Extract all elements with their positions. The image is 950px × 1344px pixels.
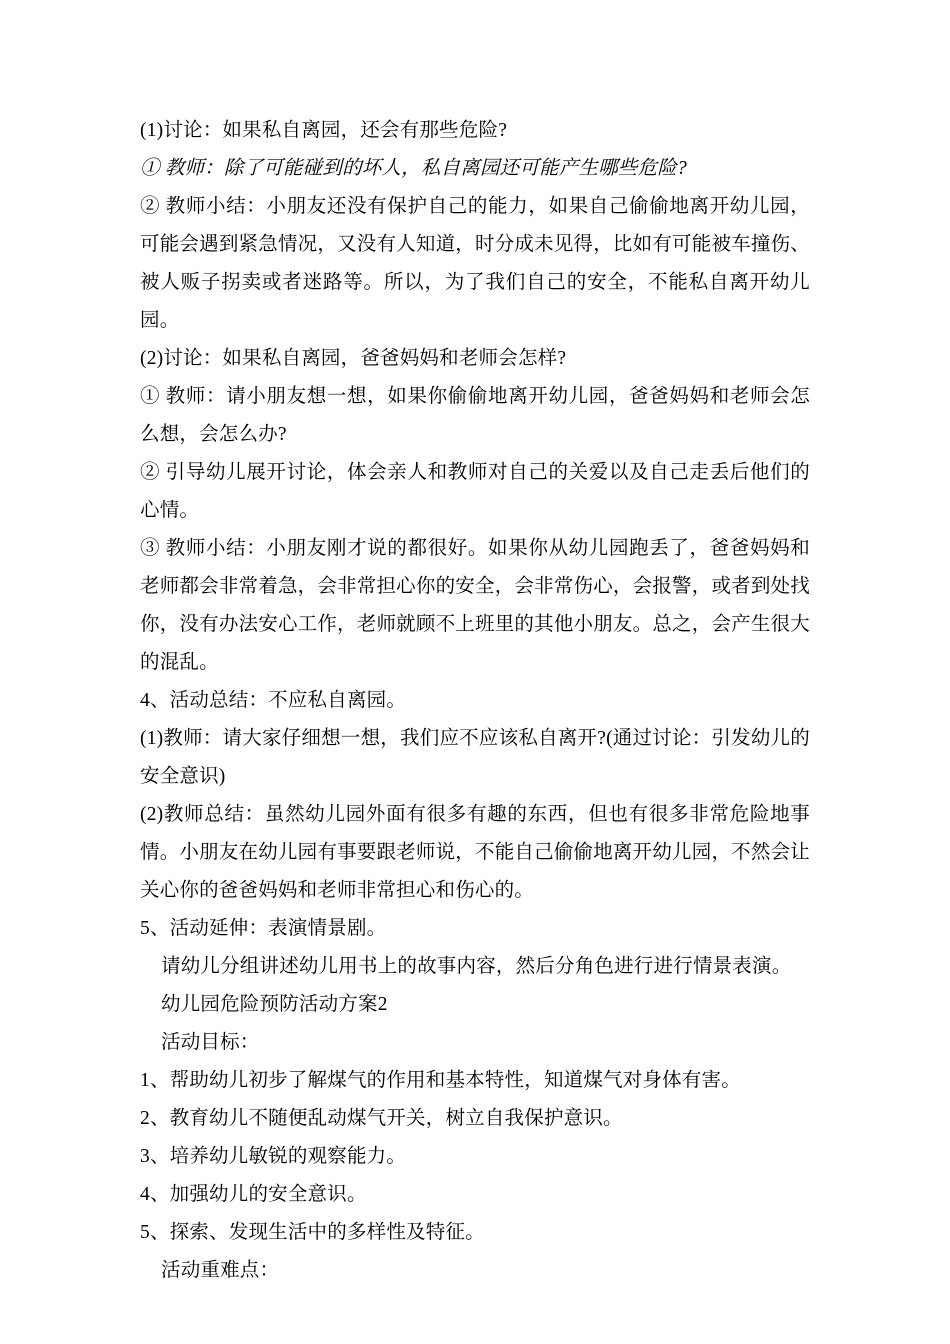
paragraph: (2)教师总结：虽然幼儿园外面有很多有趣的东西，但也有很多非常危险地事情。小朋友在幼儿园有事要跟老师说，不能自己偷偷地离开幼儿园，不然会让关心你的爸爸妈妈和老师非常担心和伤心的。 [140,804,810,901]
section-heading: 幼儿园危险预防活动方案2 [161,994,388,1015]
paragraph: 5、活动延伸：表演情景剧。 [140,918,387,939]
paragraph: 5、探索、发现生活中的多样性及特征。 [140,1222,485,1243]
paragraph: ② 教师小结：小朋友还没有保护自己的能力，如果自己偷偷地离开幼儿园，可能会遇到紧急情况，又没有人知道，时分成未见得，比如有可能被车撞伤、被人贩子拐卖或者迷路等。所以，为了我们自己的安全，不能私自离开幼儿园。 [140,196,810,331]
paragraph: (1)教师：请大家仔细想一想，我们应不应该私自离开?(通过讨论：引发幼儿的安全意识) [140,728,810,787]
paragraph: 3、培养幼儿敏锐的观察能力。 [140,1146,407,1167]
paragraph: (1)讨论：如果私自离园，还会有那些危险? [140,120,508,141]
paragraph: (2)讨论：如果私自离园，爸爸妈妈和老师会怎样? [140,348,567,369]
paragraph: 2、教育幼儿不随便乱动煤气开关，树立自我保护意识。 [140,1108,623,1129]
paragraph: ① 教师：请小朋友想一想，如果你偷偷地离开幼儿园，爸爸妈妈和老师会怎么想，会怎么办? [140,386,810,445]
paragraph: ① 教师：除了可能碰到的坏人，私自离园还可能产生哪些危险? [140,158,687,179]
paragraph: ③ 教师小结：小朋友刚才说的都很好。如果你从幼儿园跑丢了，爸爸妈妈和老师都会非常着急，会非常担心你的安全，会非常伤心，会报警，或者到处找你，没有办法安心工作，老师就顾不上班里的其他小朋友。总之，会产生很大的混乱。 [140,538,810,673]
section-heading: 活动重难点： [161,1260,280,1281]
paragraph: 1、帮助幼儿初步了解煤气的作用和基本特性，知道煤气对身体有害。 [140,1070,741,1091]
section-heading: 活动目标： [161,1032,260,1053]
paragraph: 请幼儿分组讲述幼儿用书上的故事内容，然后分角色进行进行情景表演。 [161,956,792,977]
document-body [140,112,810,1290]
paragraph: 4、加强幼儿的安全意识。 [140,1184,367,1205]
paragraph: 4、活动总结：不应私自离园。 [140,690,407,711]
paragraph: ② 引导幼儿展开讨论，体会亲人和教师对自己的关爱以及自己走丢后他们的心情。 [140,462,810,521]
